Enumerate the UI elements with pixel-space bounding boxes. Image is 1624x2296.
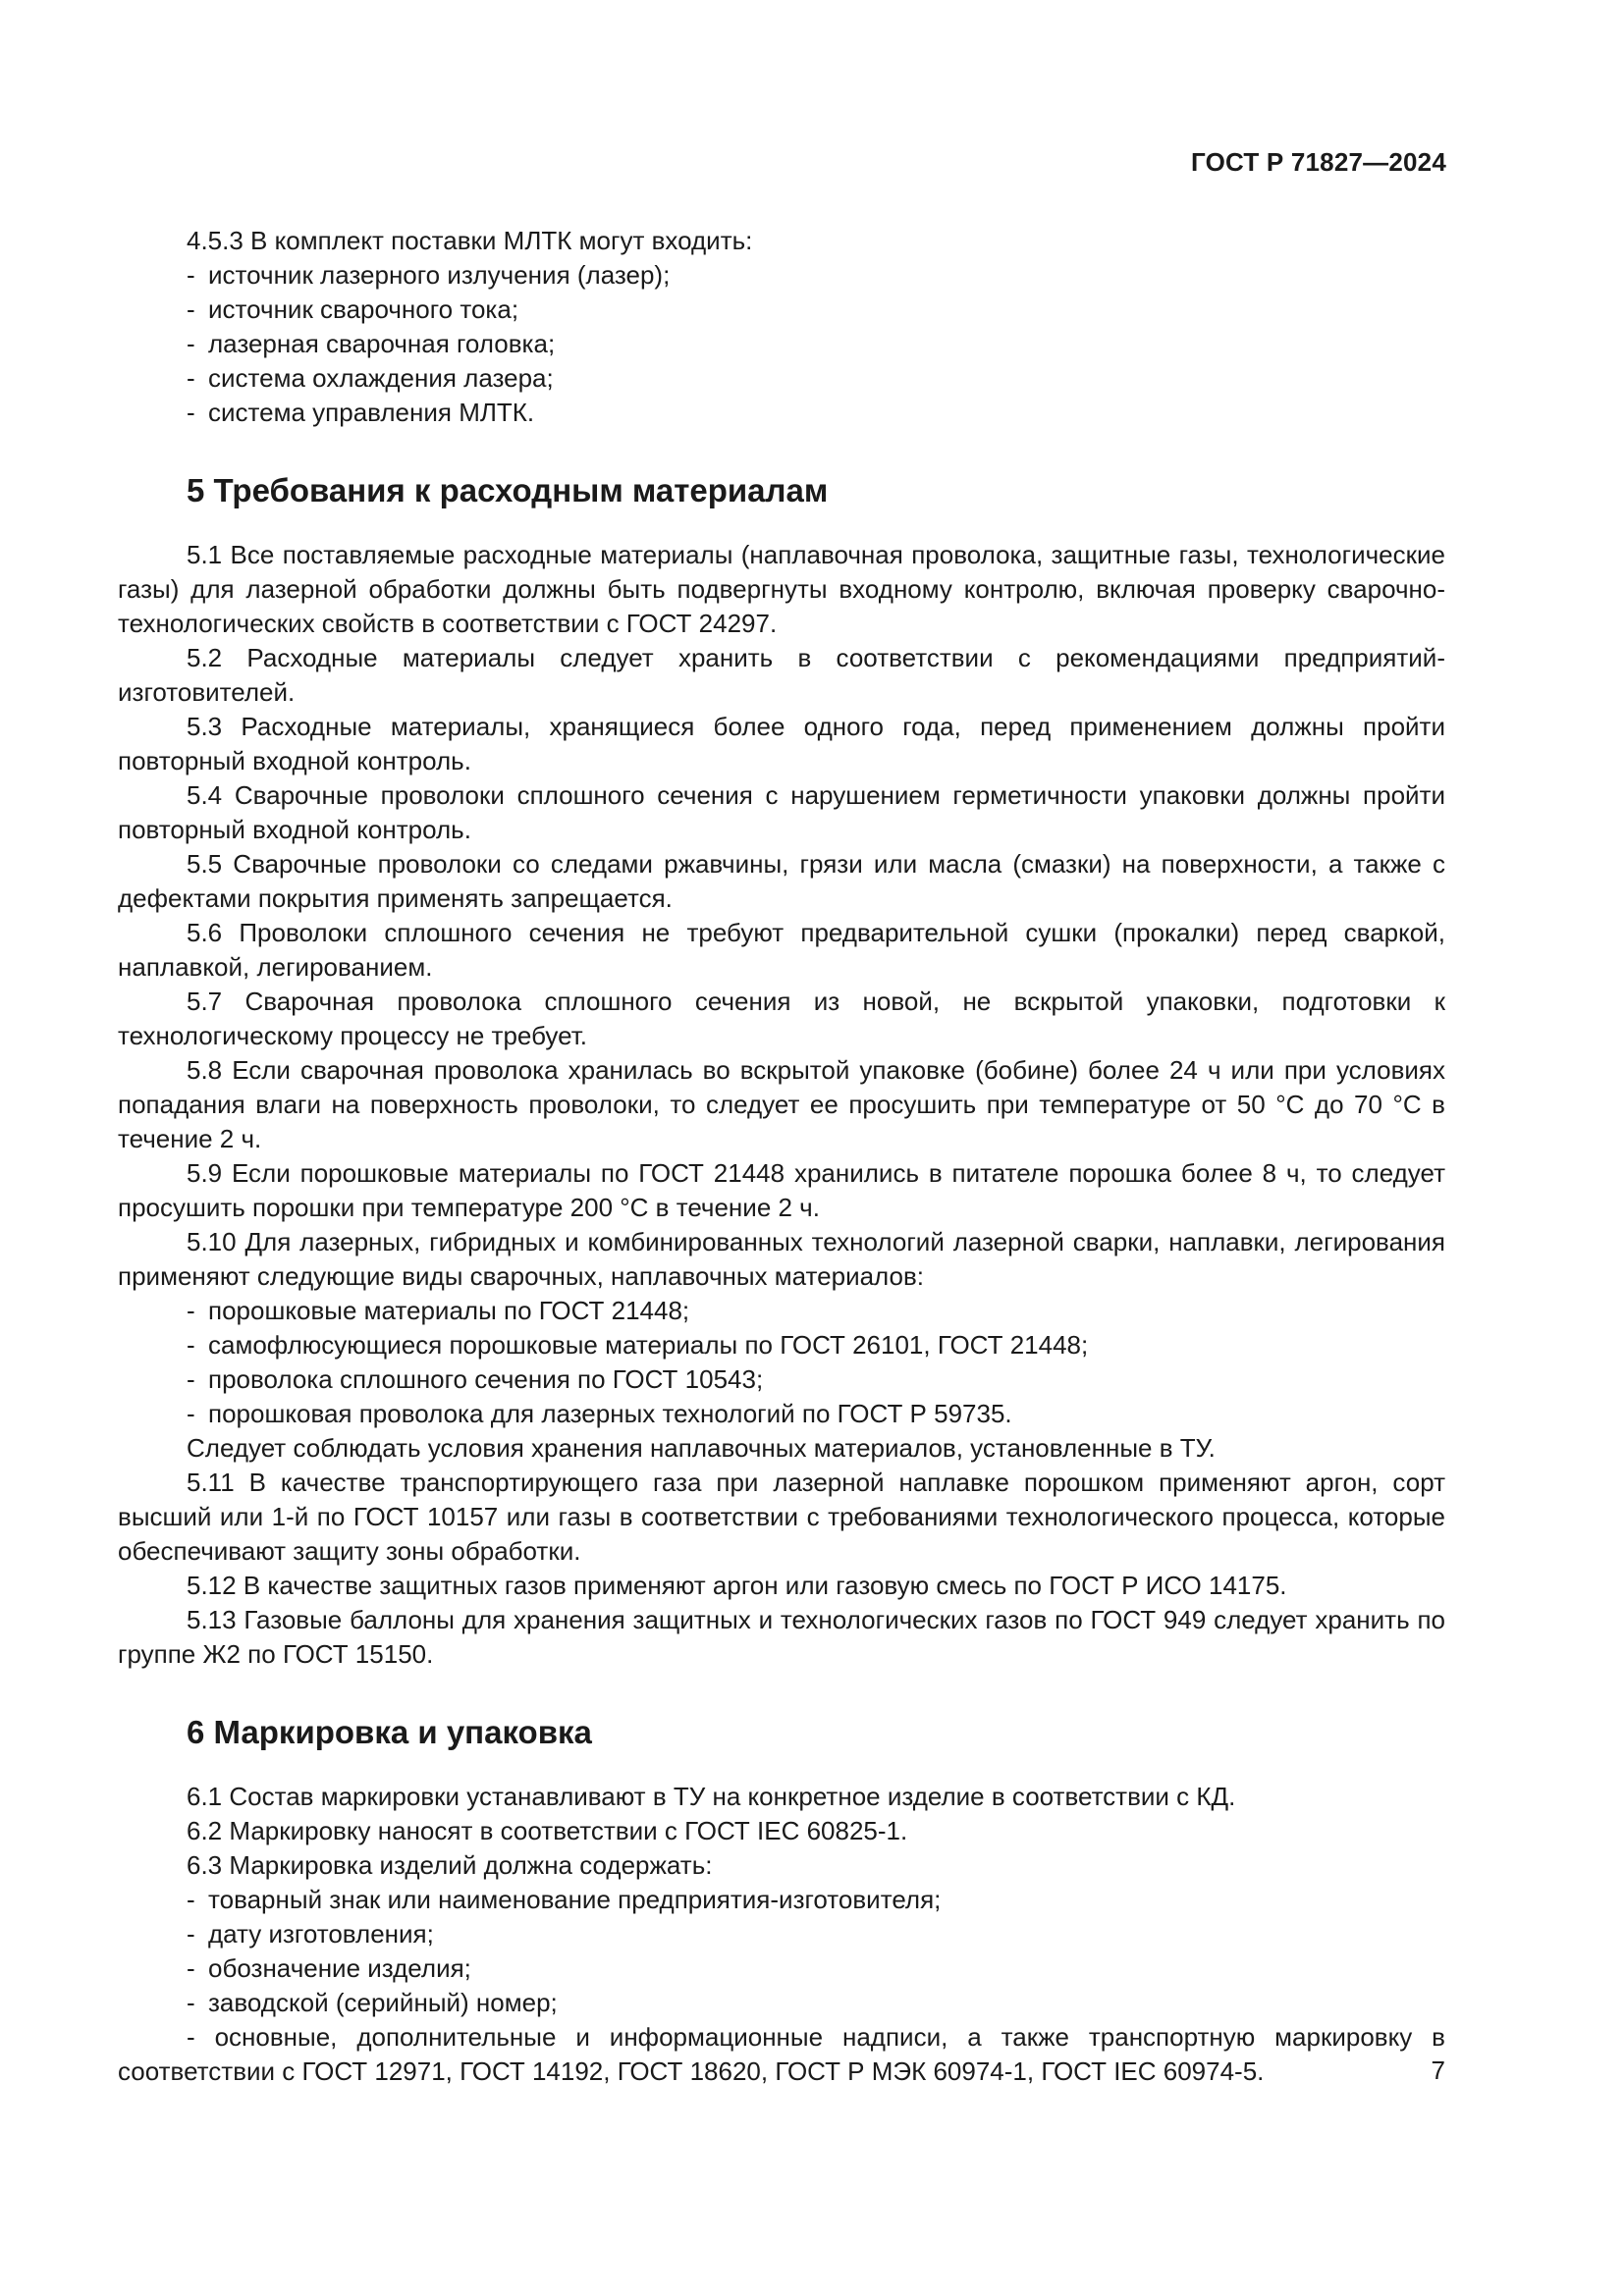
list-item: - обозначение изделия; (187, 1953, 471, 1983)
paragraph-5-4: 5.4 Сварочные проволоки сплошного сечения с нарушением герметичности упаковки должны пройти повторный входной контроль. (118, 780, 1445, 844)
paragraph-5-12: 5.12 В качестве защитных газов применяют аргон или газовую смесь по ГОСТ Р ИСО 14175. (187, 1571, 1287, 1600)
list-item: - порошковая проволока для лазерных технологий по ГОСТ Р 59735. (187, 1399, 1012, 1428)
list-item: - лазерная сварочная головка; (187, 329, 556, 358)
list-item: - система управления МЛТК. (187, 398, 535, 427)
marking-last-item: - основные, дополнительные и информационные надписи, а также транспортную маркировку в соответствии с ГОСТ 12971, ГОСТ 14192, ГОСТ 18620, ГОСТ Р МЭК 60974-1, ГОСТ IEC 60974-5. (118, 2022, 1445, 2086)
marking-contents-list (118, 1883, 1445, 2020)
paragraph-4-5-3: 4.5.3 В комплект поставки МЛТК могут входить: (187, 226, 753, 255)
list-item: - самофлюсующиеся порошковые материалы по ГОСТ 26101, ГОСТ 21448; (187, 1330, 1089, 1360)
paragraph-5-11: 5.11 В качестве транспортирующего газа при лазерной наплавке порошком применяют аргон, сорт высший или 1-й по ГОСТ 10157 или газы в соответствии с требованиями технологического процесса, которые обеспечивают защиту зоны обработки. (118, 1468, 1445, 1566)
list-item: - товарный знак или наименование предприятия-изготовителя; (187, 1885, 942, 1914)
list-item: - порошковые материалы по ГОСТ 21448; (187, 1296, 690, 1325)
list-item: - проволока сплошного сечения по ГОСТ 10543; (187, 1364, 764, 1394)
list-item: - источник лазерного излучения (лазер); (187, 260, 671, 290)
page-number: 7 (1431, 2056, 1445, 2085)
list-item: - дату изготовления; (187, 1919, 434, 1949)
materials-list (118, 1294, 1445, 1431)
section-5-title: 5 Требования к расходным материалам (187, 472, 829, 508)
paragraph-6-2: 6.2 Маркировку наносят в соответствии с ГОСТ IEC 60825-1. (187, 1816, 908, 1845)
paragraph-5-10: 5.10 Для лазерных, гибридных и комбинированных технологий лазерной сварки, наплавки, легирования применяют следующие виды сварочных, наплавочных материалов: (118, 1227, 1445, 1291)
paragraph-5-13: 5.13 Газовые баллоны для хранения защитных и технологических газов по ГОСТ 949 следует хранить по группе Ж2 по ГОСТ 15150. (118, 1605, 1445, 1669)
paragraph-6-3: 6.3 Маркировка изделий должна содержать: (187, 1850, 713, 1880)
delivery-kit-list (118, 224, 1445, 430)
paragraph-5-3: 5.3 Расходные материалы, хранящиеся более одного года, перед применением должны пройти повторный входной контроль. (118, 712, 1445, 775)
list-item: - система охлаждения лазера; (187, 363, 554, 393)
paragraph-5-10-note: Следует соблюдать условия хранения наплавочных материалов, установленные в ТУ. (187, 1433, 1216, 1463)
document-body (118, 224, 1445, 2089)
document-code-header: ГОСТ Р 71827—2024 (1191, 147, 1446, 177)
paragraph-5-1: 5.1 Все поставляемые расходные материалы (наплавочная проволока, защитные газы, технологические газы) для лазерной обработки должны быть подвергнуты входному контролю, включая проверку сварочно-технологических свойств в соответствии с ГОСТ 24297. (118, 540, 1445, 638)
paragraph-5-9: 5.9 Если порошковые материалы по ГОСТ 21448 хранились в питателе порошка более 8 ч, то следует просушить порошки при температуре 200 °С в течение 2 ч. (118, 1158, 1445, 1222)
paragraph-5-2: 5.2 Расходные материалы следует хранить в соответствии с рекомендациями предприятий-изготовителей. (118, 643, 1445, 707)
section-6-title: 6 Маркировка и упаковка (187, 1714, 592, 1750)
list-item: - заводской (серийный) номер; (187, 1988, 558, 2017)
paragraph-5-7: 5.7 Сварочная проволока сплошного сечения из новой, не вскрытой упаковки, подготовки к технологическому процессу не требует. (118, 987, 1445, 1050)
paragraph-6-1: 6.1 Состав маркировки устанавливают в ТУ на конкретное изделие в соответствии с КД. (187, 1782, 1236, 1811)
paragraph-5-5: 5.5 Сварочные проволоки со следами ржавчины, грязи или масла (смазки) на поверхности, а также с дефектами покрытия применять запрещается. (118, 849, 1445, 913)
list-item: - источник сварочного тока; (187, 294, 519, 324)
paragraph-5-8: 5.8 Если сварочная проволока хранилась во вскрытой упаковке (бобине) более 24 ч или при условиях попадания влаги на поверхность проволоки, то следует ее просушить при температуре от 50 °С до 70 °С в течение 2 ч. (118, 1055, 1445, 1153)
paragraph-5-6: 5.6 Проволоки сплошного сечения не требуют предварительной сушки (прокалки) перед сваркой, наплавкой, легированием. (118, 918, 1445, 982)
